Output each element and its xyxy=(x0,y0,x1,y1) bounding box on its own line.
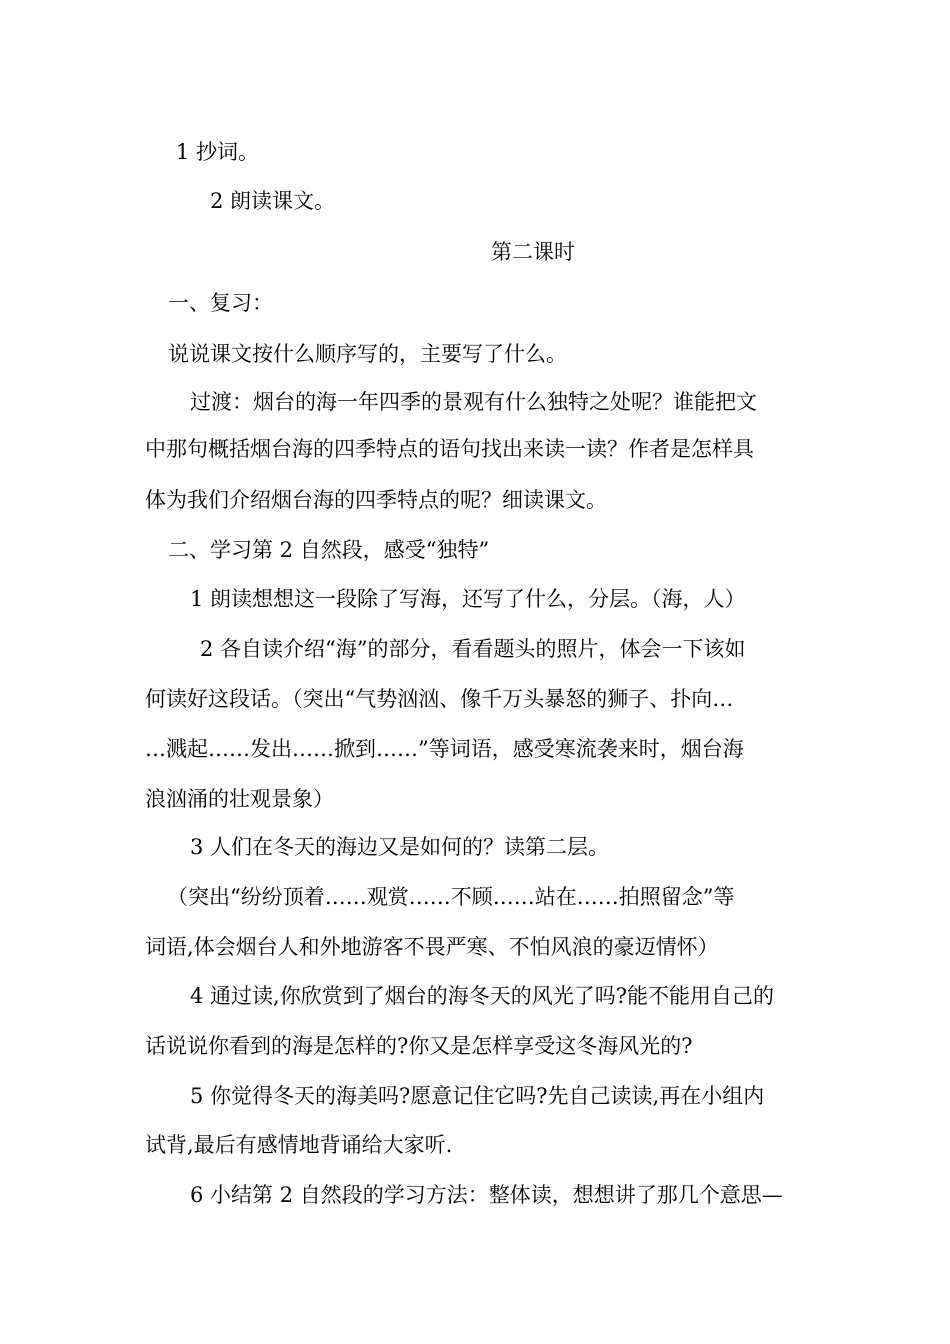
text-line-8: 二、学习第 2 自然段，感受“独特” xyxy=(168,538,490,562)
text-line-16: 词语,体会烟台人和外地游客不畏严寒、不怕风浪的豪迈情怀） xyxy=(145,935,719,959)
text-line-3: 一、复习： xyxy=(168,291,273,315)
text-line-2: 2 朗读课文。 xyxy=(210,189,336,213)
text-line-7: 体为我们介绍烟台海的四季特点的呢？细读课文。 xyxy=(145,488,607,512)
text-line-4: 说说课文按什么顺序写的，主要写了什么。 xyxy=(168,342,567,366)
text-line-6: 中那句概括烟台海的四季特点的语句找出来读一读？作者是怎样具 xyxy=(145,437,754,461)
text-line-5: 过渡：烟台的海一年四季的景观有什么独特之处呢？谁能把文 xyxy=(190,390,757,414)
text-line-12: …溅起……发出……掀到……”等词语，感受寒流袭来时，烟台海 xyxy=(145,737,744,761)
section-title: 第二课时 xyxy=(491,240,575,264)
text-line-15: （突出“纷纷顶着……观赏……不顾……站在……拍照留念”等 xyxy=(167,885,735,909)
text-line-14: 3 人们在冬天的海边又是如何的？读第二层。 xyxy=(190,835,610,859)
text-line-11: 何读好这段话。（突出“气势汹汹、像千万头暴怒的狮子、扑向… xyxy=(145,687,734,711)
text-line-19: 5 你觉得冬天的海美吗?愿意记住它吗?先自己读读,再在小组内 xyxy=(190,1084,765,1108)
text-line-21: 6 小结第 2 自然段的学习方法：整体读，想想讲了那几个意思— xyxy=(190,1183,783,1207)
text-line-9: 1 朗读想想这一段除了写海，还写了什么，分层。（海，人） xyxy=(190,587,746,611)
text-line-17: 4 通过读,你欣赏到了烟台的海冬天的风光了吗?能不能用自己的 xyxy=(190,984,774,1008)
text-line-10: 2 各自读介绍“海”的部分，看看题头的照片，体会一下该如 xyxy=(200,637,746,661)
text-line-18: 话说说你看到的海是怎样的?你又是怎样享受这冬海风光的? xyxy=(145,1034,693,1058)
text-line-1: 1 抄词。 xyxy=(176,140,260,164)
text-line-20: 试背,最后有感情地背诵给大家听. xyxy=(145,1133,453,1157)
text-line-13: 浪汹涌的壮观景象） xyxy=(145,787,334,811)
